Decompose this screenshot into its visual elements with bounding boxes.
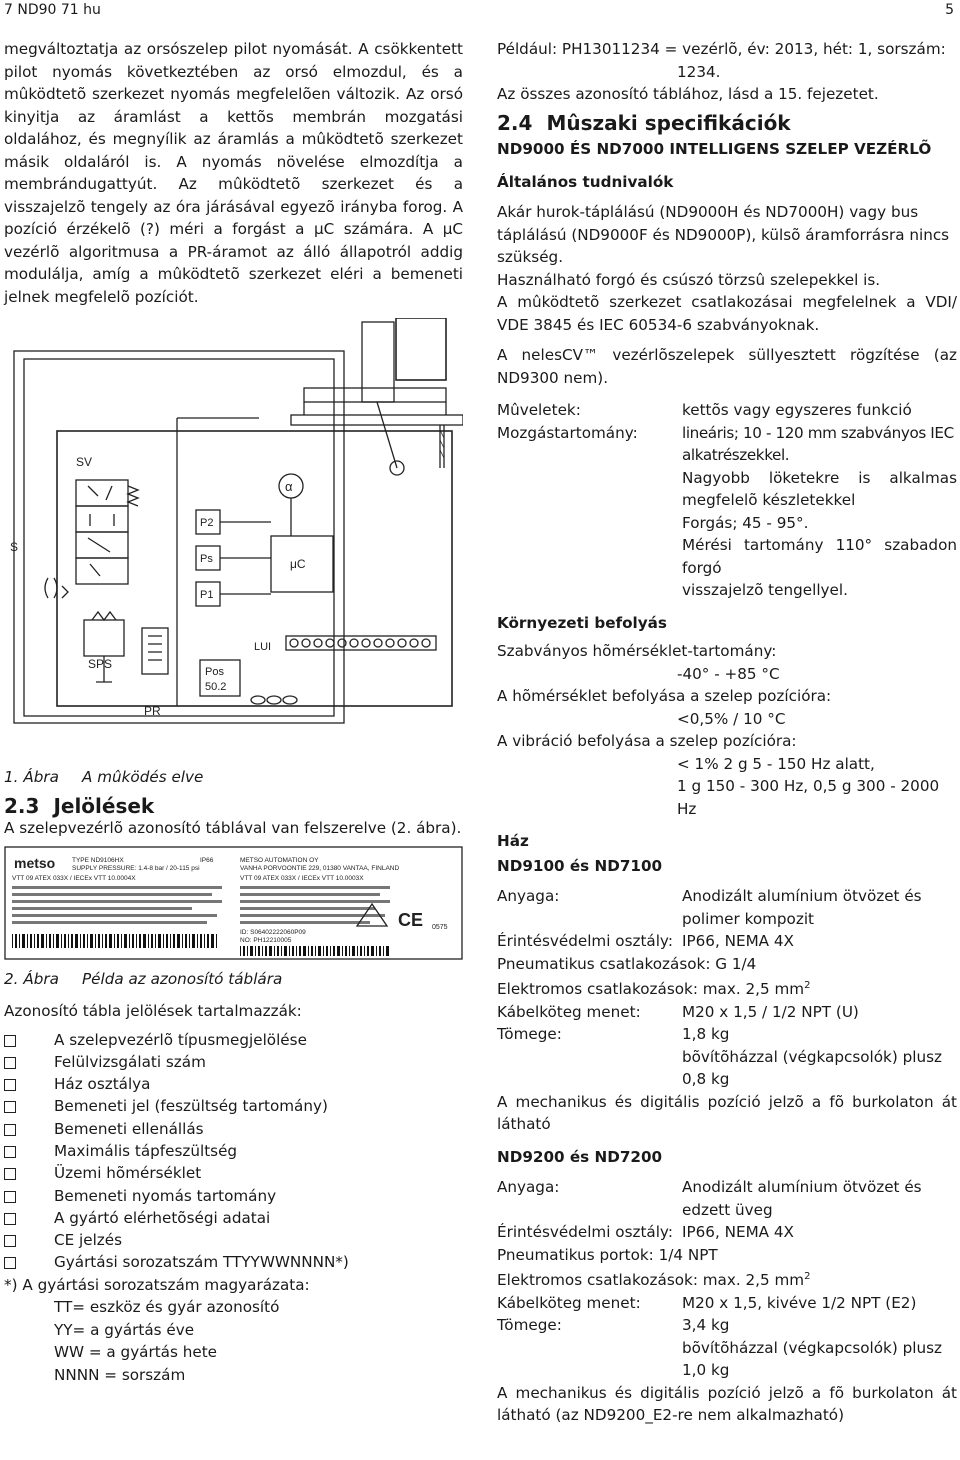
spec-row-ip: Érintésvédelmi osztály: IP66, NEMA 4X [497,932,794,950]
figure2-caption: 2. Ábra Példa az azonosító táblára [4,969,283,988]
plate-items-list [4,1029,463,1274]
plate-maker-line2: VANHA PORVOONTIE 229, 01380 VANTAA, FINLAND [240,864,400,872]
footnote-title: *) A gyártási sorozatszám magyarázata: [4,1275,310,1294]
checkbox-icon [4,1168,16,1180]
footnote-line: WW = a gyártás hete [54,1343,217,1362]
checkbox-icon [4,1257,16,1269]
plate-ce-mark: CE [398,909,424,930]
general-text-4: A nelesCV™ vezérlõszelepek süllyesztett rögzítése (az ND9300 nem). [497,346,957,387]
checkbox-icon [4,1101,16,1113]
list-item: Bemeneti jel (feszültség tartomány) [4,1095,463,1117]
plate-atex-right: VTT 09 ATEX 033X / IECEx VTT 10.0003X [240,874,364,882]
spec-motion-line: Forgás; 45 - 95°. [682,513,809,532]
spec-row-electric: Elektromos csatlakozások: max. 2,5 $mm^2$ [497,980,811,999]
example-line: Például: PH13011234 = vezérlõ, év: 2013, hét: 1, sorszám: [497,40,946,58]
plate-supply-line: SUPPLY PRESSURE: 1.4-8 bar / 20-115 psi [72,864,200,872]
spec-weight-line: bõvítõházzal (végkapcsolók) plusz [682,1338,942,1357]
label-pr: PR [144,704,161,718]
general-heading: Általános tudnivalók [497,172,674,191]
list-item: Üzemi hõmérséklet [4,1162,463,1184]
checkbox-icon [4,1124,16,1136]
page-number: 5 [945,2,954,18]
label-ps: Ps [200,553,213,565]
spec-vib-value-2: 1 g 150 - 300 Hz, 0,5 g 300 - 2000 Hz [677,777,940,818]
plate-ce-number: 0575 [432,923,448,931]
footnote-line: YY= a gyártás éve [54,1320,195,1339]
intro-paragraph: megváltoztatja az orsószelep pilot nyomását. A csökkentett pilot nyomás következtében az orsó elmozdul, és a mûködtetõ szerkezet nyomás megfelelõen változik. Az orsó kinyitja az áramlást a kettõs membrán mozgatási oldalához, és megnyílik az áramlás a mûködtetõ szerkezet másik oldaláról is. A nyomás növelése elmozdítja a membrándugattyút. Az mûködtetõ szerkezet és a visszajelzõ tengely az óra járásával egyezõ irányba forog. A pozíció érzékelõ (?) méri a forgást a μC számára. A μC vezérlõ algoritmusa a PR-áramot az álló állapotról addig modulálja, amíg a mûködtetõ szerkezet eléri a bemeneti jelnek megfelelõ pozíciót. [4,40,463,306]
list-item: Gyártási sorozatszám TTYYWWNNNN*) [4,1251,463,1273]
label-sv: SV [76,455,93,469]
spec-row-motion: Mozgástartomány: lineáris; 10 - 120 mm szabványos IEC alkatrészekkel. [497,423,954,464]
list-item: A gyártó elérhetõségi adatai [4,1207,463,1229]
checkbox-icon [4,1191,16,1203]
product-subtitle: ND9000 ÉS ND7000 INTELLIGENS SZELEP VEZÉRLÕ [497,140,932,158]
spec-weight-line: 0,8 kg [682,1070,730,1089]
checkbox-icon [4,1146,16,1158]
list-item: A szelepvezérlõ típusmegjelölése [4,1029,463,1051]
label-lui: LUI [254,641,272,653]
checkbox-icon [4,1235,16,1247]
plate-brand: metso [14,854,56,871]
spec-row-pneumatic: Pneumatikus csatlakozások: G 1/4 [497,954,757,973]
page-header-left: 7 ND90 71 hu [4,2,101,18]
example-line-2: 1234. [677,62,721,81]
nd9100-heading: ND9100 és ND7100 [497,856,663,875]
spec-row-operations: Mûveletek: kettõs vagy egyszeres funkció [497,401,912,419]
general-text-1: Akár hurok-táplálású (ND9000H és ND7000H) vagy bus táplálású (ND9000F és ND9000P), külsõ áramforrásra nincs szükség. [497,203,950,266]
spec-temp-value: -40° - +85 °C [677,664,780,683]
section-2-4-heading: 2.4 Mûszaki specifikációk [497,110,791,135]
label-s: S [10,540,19,554]
label-p2: P2 [200,517,214,529]
spec-motion-line: Nagyobb löketekre is alkalmas megfelelõ készletekkel [682,468,957,509]
nd9100-note: A mechanikus és digitális pozíció jelzõ a fõ burkolaton át látható [497,1092,957,1134]
reference-text: Az összes azonosító táblához, lásd a 15. fejezetet. [497,85,879,103]
label-pos-value: 50.2 [205,681,227,693]
identification-plate-figure [4,846,463,960]
plate-type-line: TYPE ND9106HX [72,856,124,864]
label-pos: Pos [205,666,224,678]
spec-tempinf-value: <0,5% / 10 °C [677,709,786,728]
spec-row-electric: Elektromos csatlakozások: max. 2,5 $mm^2$ [497,1271,811,1290]
list-item: Felülvizsgálati szám [4,1051,463,1073]
housing-heading: Ház [497,832,529,850]
label-sps: SPS [88,657,113,671]
figure1-caption: 1. Ábra A mûködés elve [4,768,204,786]
list-item: Maximális tápfeszültség [4,1140,463,1162]
plate-no-line: NO: PH12210005 [240,936,292,944]
spec-motion-line: Mérési tartomány 110° szabadon forgó [682,536,957,577]
environment-heading: Környezeti befolyás [497,613,667,632]
right-column [497,38,957,1427]
list-item: Bemeneti ellenállás [4,1118,463,1140]
label-p1: P1 [200,589,214,601]
spec-row-weight: Tömege: 1,8 kg [497,1025,730,1044]
spec-row-cable: Kábelköteg menet: M20 x 1,5, kivéve 1/2 NPT (E2) [497,1293,917,1312]
list-item: Ház osztálya [4,1073,463,1095]
spec-weight-line: bõvítõházzal (végkapcsolók) plusz [682,1047,942,1066]
label-alpha: α [285,479,293,494]
left-column [4,38,463,1386]
list-item: CE jelzés [4,1229,463,1251]
plate-barcode-left [12,934,217,948]
spec-temp-label: Szabványos hõmérséklet-tartomány: [497,642,777,660]
footnote-line: NNNN = sorszám [54,1365,186,1384]
spec-row-material: Anyaga: Anodizált alumínium ötvözet és polimer kompozit [497,887,922,928]
spec-row-cable: Kábelköteg menet: M20 x 1,5 / 1/2 NPT (U) [497,1002,859,1021]
spec-vib-label: A vibráció befolyása a szelep pozícióra: [497,732,797,750]
nd9200-note: A mechanikus és digitális pozíció jelzõ a fõ burkolaton át látható (az ND9200_E2-re nem alkalmazható) [497,1383,957,1425]
general-text-2: Használható forgó és csúszó törzsû szelepekkel is. [497,270,881,289]
section-2-3-text: A szelepvezérlõ azonosító táblával van felszerelve (2. ábra). [4,819,462,837]
checkbox-icon [4,1035,16,1047]
spec-motion-line: visszajelzõ tengellyel. [682,581,848,599]
spec-row-ip: Érintésvédelmi osztály: IP66, NEMA 4X [497,1223,794,1242]
plate-ip: IP66 [200,856,214,864]
label-uc: μC [290,557,306,571]
spec-weight-line: 1,0 kg [682,1361,730,1380]
plate-id-line: ID: S06402222060P09 [240,928,306,936]
checkbox-icon [4,1079,16,1091]
operating-principle-figure [4,318,463,766]
nd9200-heading: ND9200 és ND7200 [497,1147,663,1166]
checkbox-icon [4,1213,16,1225]
section-2-3-heading: 2.3 Jelölések [4,793,155,818]
spec-vib-value: < 1% 2 g 5 - 150 Hz alatt, [677,754,875,773]
plate-maker-line1: METSO AUTOMATION OY [240,856,319,864]
spec-tempinf-label: A hõmérséklet befolyása a szelep pozícióra: [497,687,832,705]
spec-row-weight: Tömege: 3,4 kg [497,1316,730,1335]
spec-row-pneumatic: Pneumatikus portok: 1/4 NPT [497,1245,718,1264]
list-item: Bemeneti nyomás tartomány [4,1185,463,1207]
plate-barcode-right [240,946,389,956]
list-intro: Azonosító tábla jelölések tartalmazzák: [4,1002,302,1020]
general-text-3: A mûködtetõ szerkezet csatlakozásai megfelelnek a VDI/ VDE 3845 és IEC 60534-6 szabványoknak. [497,293,957,334]
plate-atex-left: VTT 09 ATEX 033X / IECEx VTT 10.0004X [12,874,136,882]
footnote-line: TT= eszköz és gyár azonosító [54,1298,280,1317]
spec-row-material: Anyaga: Anodizált alumínium ötvözet és edzett üveg [497,1178,922,1219]
checkbox-icon [4,1057,16,1069]
